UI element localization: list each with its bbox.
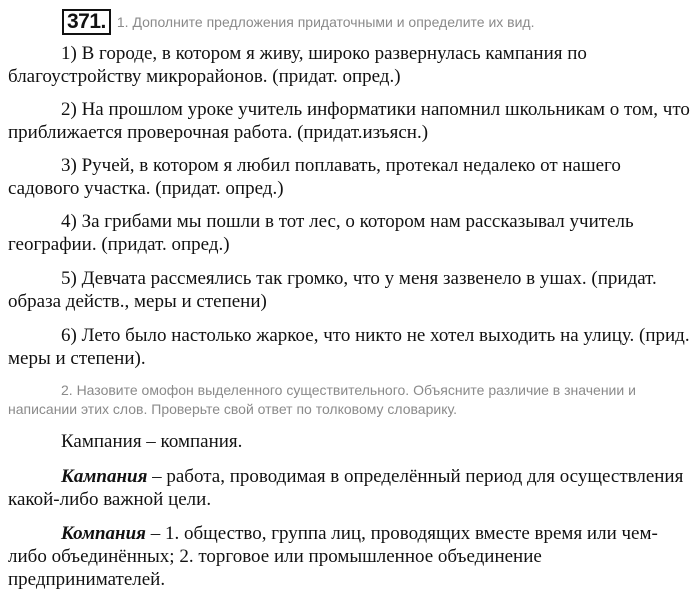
definition-term: Кампания	[61, 466, 148, 487]
sentence-3: 3) Ручей, в котором я любил поплавать, протекал недалеко от нашего садового участка. (придат. опред.)	[8, 155, 621, 199]
definition-text: – 1. общество, группа лиц, проводящих вместе время или чем-либо объединённых; 2. торговое или промышленное объединение предпринимателей.	[8, 523, 658, 590]
sentence-2: 2) На прошлом уроке учитель информатики напомнил школьникам о том, что приближается проверочная работа. (придат.изъясн.)	[8, 99, 690, 143]
exercise-number: 371.	[62, 9, 111, 35]
sentence-6: 6) Лето было настолько жаркое, что никто не хотел выходить на улицу. (прид. меры и степени).	[8, 325, 690, 369]
sentence-4: 4) За грибами мы пошли в тот лес, о котором нам рассказывал учитель географии. (придат. опред.)	[8, 211, 634, 255]
definition-kampaniya	[8, 465, 692, 511]
task-1-instruction: 1. Дополните предложения придаточными и определите их вид.	[116, 14, 535, 30]
task-2-instruction: 2. Назовите омофон выделенного существительного. Объясните различие в значении и написании этих слов. Проверьте свой ответ по толковому словарику.	[8, 382, 636, 417]
sentence-1: 1) В городе, в котором я живу, широко развернулась кампания по благоустройству микрорайонов. (придат. опред.)	[8, 43, 587, 87]
definition-term: Компания	[61, 523, 146, 544]
definition-text: – работа, проводимая в определённый период для осуществления какой-либо важной цели.	[8, 466, 684, 510]
definition-kompaniya	[8, 522, 692, 591]
sentence-5: 5) Девчата рассмеялись так громко, что у меня зазвенело в ушах. (придат. образа действ., меры и степени)	[8, 268, 657, 312]
exercise-header	[62, 8, 535, 36]
homophone-pair: Кампания – компания.	[61, 431, 243, 452]
